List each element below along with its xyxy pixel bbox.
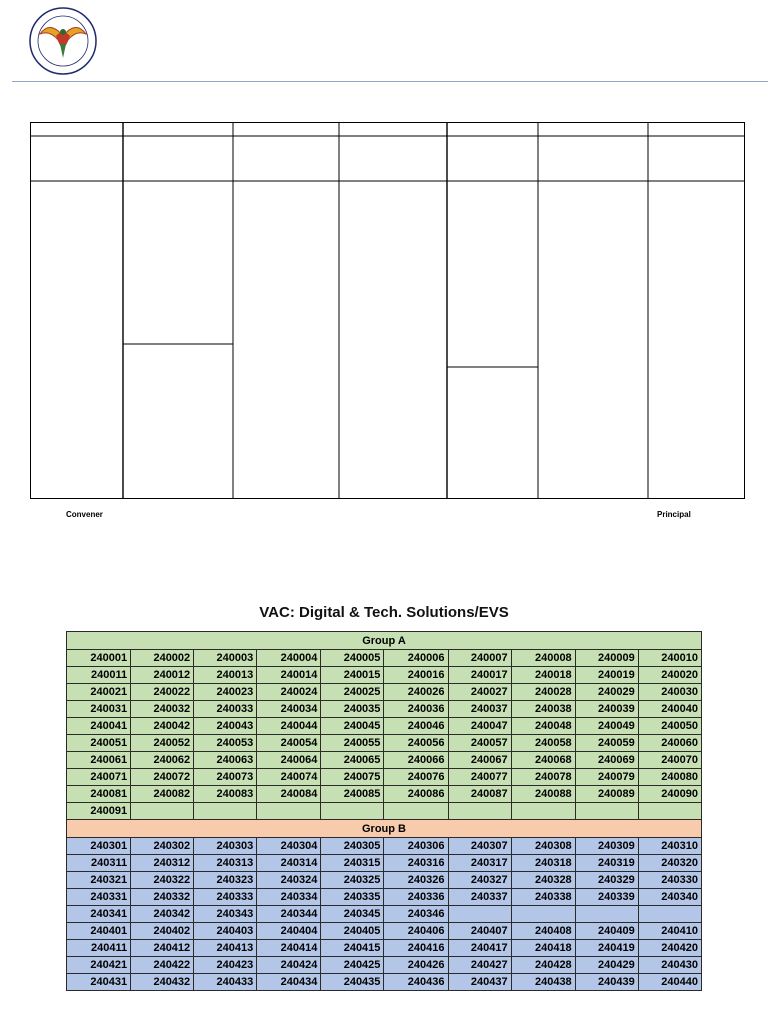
roll-number-cell: 240071 [67,769,131,786]
roll-number-cell: 240011 [67,667,131,684]
roll-number-cell: 240403 [194,923,257,940]
roll-number-cell: 240438 [511,974,575,991]
roll-number-cell: 240331 [67,889,131,906]
roll-number-cell: 240425 [321,957,384,974]
roll-number-cell: 240085 [321,786,384,803]
table-row [67,650,702,667]
roll-number-cell: 240089 [575,786,638,803]
roll-number-cell: 240046 [384,718,448,735]
table-row [67,752,702,769]
roll-number-cell: 240335 [321,889,384,906]
roll-number-cell: 240313 [194,855,257,872]
roll-number-cell: 240428 [511,957,575,974]
roll-number-cell: 240002 [131,650,194,667]
principal-label: Principal [657,510,691,519]
roll-number-cell: 240342 [131,906,194,923]
roll-number-cell: 240413 [194,940,257,957]
roll-number-cell: 240079 [575,769,638,786]
roll-number-cell: 240062 [131,752,194,769]
roll-number-cell: 240040 [638,701,701,718]
roll-number-cell: 240022 [131,684,194,701]
roll-number-cell: 240087 [448,786,511,803]
roll-number-cell: 240435 [321,974,384,991]
roll-number-cell: 240319 [575,855,638,872]
roll-number-cell: 240056 [384,735,448,752]
roll-number-cell: 240437 [448,974,511,991]
table-row [67,838,702,855]
roll-number-cell: 240410 [638,923,701,940]
roll-number-cell: 240321 [67,872,131,889]
roll-number-cell: 240012 [131,667,194,684]
roll-number-cell: 240431 [67,974,131,991]
roll-number-cell: 240014 [257,667,321,684]
roll-number-cell: 240332 [131,889,194,906]
roll-number-cell: 240325 [321,872,384,889]
roll-number-cell [638,906,701,923]
roll-number-cell [321,803,384,820]
roll-number-cell: 240341 [67,906,131,923]
roll-number-cell [384,803,448,820]
table-row [67,906,702,923]
table-row [67,940,702,957]
roll-number-cell: 240055 [321,735,384,752]
roll-number-cell: 240091 [67,803,131,820]
roll-number-cell: 240415 [321,940,384,957]
roll-number-cell [511,906,575,923]
roll-number-cell: 240328 [511,872,575,889]
roll-number-cell [194,803,257,820]
roll-number-cell: 240304 [257,838,321,855]
roll-number-cell: 240312 [131,855,194,872]
roll-number-cell: 240421 [67,957,131,974]
college-emblem-icon [28,6,98,76]
table-row [67,786,702,803]
roll-number-cell: 240058 [511,735,575,752]
roll-number-cell: 240409 [575,923,638,940]
roll-number-cell: 240405 [321,923,384,940]
roll-number-cell: 240346 [384,906,448,923]
roll-number-cell [511,803,575,820]
roll-number-cell: 240032 [131,701,194,718]
roll-number-cell: 240066 [384,752,448,769]
roll-number-cell: 240078 [511,769,575,786]
roll-number-cell: 240045 [321,718,384,735]
roll-number-cell: 240050 [638,718,701,735]
roll-number-cell: 240083 [194,786,257,803]
roll-number-cell: 240423 [194,957,257,974]
roll-number-cell: 240080 [638,769,701,786]
roll-number-cell: 240427 [448,957,511,974]
roll-number-cell: 240041 [67,718,131,735]
roll-number-cell: 240037 [448,701,511,718]
roll-number-cell: 240072 [131,769,194,786]
roll-number-cell: 240303 [194,838,257,855]
roll-number-cell: 240009 [575,650,638,667]
roll-number-cell: 240027 [448,684,511,701]
roll-number-cell: 240008 [511,650,575,667]
roll-number-cell: 240023 [194,684,257,701]
roll-number-cell: 240069 [575,752,638,769]
roll-number-cell: 240077 [448,769,511,786]
roll-number-cell: 240060 [638,735,701,752]
table-row [67,974,702,991]
roll-number-cell: 240047 [448,718,511,735]
roll-number-cell: 240051 [67,735,131,752]
roll-number-table [66,631,702,991]
group-b-header-row [67,820,702,838]
roll-number-cell: 240414 [257,940,321,957]
roll-number-cell [448,803,511,820]
roll-number-cell: 240436 [384,974,448,991]
roll-number-cell: 240432 [131,974,194,991]
roll-number-cell: 240418 [511,940,575,957]
roll-number-cell: 240305 [321,838,384,855]
roll-number-cell: 240035 [321,701,384,718]
roll-number-cell [575,906,638,923]
roll-number-cell: 240316 [384,855,448,872]
table-row [67,872,702,889]
roll-number-cell: 240323 [194,872,257,889]
header-rule [12,81,768,82]
roll-number-cell: 240070 [638,752,701,769]
roll-number-cell: 240064 [257,752,321,769]
roll-number-cell: 240020 [638,667,701,684]
roll-number-cell: 240424 [257,957,321,974]
roll-number-cell: 240006 [384,650,448,667]
roll-number-cell: 240439 [575,974,638,991]
roll-number-cell: 240340 [638,889,701,906]
roll-number-cell [131,803,194,820]
roll-number-cell: 240426 [384,957,448,974]
roll-number-cell: 240034 [257,701,321,718]
roll-number-cell: 240411 [67,940,131,957]
roll-number-cell: 240334 [257,889,321,906]
blank-timetable-grid [30,122,745,499]
roll-number-cell: 240010 [638,650,701,667]
roll-number-cell: 240036 [384,701,448,718]
roll-number-cell: 240065 [321,752,384,769]
roll-number-cell: 240302 [131,838,194,855]
roll-number-cell: 240339 [575,889,638,906]
roll-number-cell: 240308 [511,838,575,855]
roll-number-cell: 240086 [384,786,448,803]
roll-number-body [67,632,702,991]
table-row [67,923,702,940]
roll-number-cell: 240073 [194,769,257,786]
roll-number-cell: 240024 [257,684,321,701]
roll-number-cell: 240018 [511,667,575,684]
roll-number-cell: 240053 [194,735,257,752]
roll-number-cell: 240076 [384,769,448,786]
table-row [67,957,702,974]
roll-number-cell [448,906,511,923]
roll-number-cell: 240013 [194,667,257,684]
roll-number-cell: 240039 [575,701,638,718]
roll-number-cell: 240430 [638,957,701,974]
roll-number-cell: 240088 [511,786,575,803]
roll-number-cell: 240038 [511,701,575,718]
roll-number-cell: 240306 [384,838,448,855]
roll-number-cell: 240343 [194,906,257,923]
roll-number-cell: 240301 [67,838,131,855]
roll-number-cell: 240019 [575,667,638,684]
group-label: Group B [67,820,702,838]
roll-number-cell: 240082 [131,786,194,803]
table-row [67,889,702,906]
table-row [67,803,702,820]
roll-number-cell: 240338 [511,889,575,906]
roll-number-cell: 240433 [194,974,257,991]
roll-number-cell: 240005 [321,650,384,667]
table-row [67,855,702,872]
vac-title: VAC: Digital & Tech. Solutions/EVS [259,604,509,621]
roll-number-cell: 240090 [638,786,701,803]
roll-number-cell: 240419 [575,940,638,957]
roll-number-cell: 240001 [67,650,131,667]
roll-number-cell: 240025 [321,684,384,701]
roll-number-cell: 240314 [257,855,321,872]
roll-number-cell: 240048 [511,718,575,735]
roll-number-cell: 240404 [257,923,321,940]
roll-number-cell: 240028 [511,684,575,701]
roll-number-cell: 240434 [257,974,321,991]
roll-number-cell: 240067 [448,752,511,769]
roll-number-cell: 240057 [448,735,511,752]
roll-number-cell: 240420 [638,940,701,957]
roll-number-cell: 240330 [638,872,701,889]
roll-number-cell: 240016 [384,667,448,684]
roll-number-cell: 240422 [131,957,194,974]
roll-number-cell: 240052 [131,735,194,752]
roll-number-cell: 240345 [321,906,384,923]
table-row [67,718,702,735]
roll-number-cell: 240322 [131,872,194,889]
roll-number-cell: 240401 [67,923,131,940]
roll-number-cell: 240015 [321,667,384,684]
roll-number-cell: 240054 [257,735,321,752]
roll-number-cell: 240030 [638,684,701,701]
roll-number-cell: 240307 [448,838,511,855]
roll-number-cell: 240311 [67,855,131,872]
roll-number-cell: 240336 [384,889,448,906]
roll-number-cell: 240033 [194,701,257,718]
convener-label: Convener [66,510,103,519]
roll-number-cell: 240061 [67,752,131,769]
roll-number-cell: 240075 [321,769,384,786]
roll-number-cell: 240333 [194,889,257,906]
table-row [67,684,702,701]
roll-number-cell: 240317 [448,855,511,872]
roll-number-cell: 240068 [511,752,575,769]
roll-number-cell: 240021 [67,684,131,701]
roll-number-cell: 240402 [131,923,194,940]
roll-number-cell: 240026 [384,684,448,701]
roll-number-cell: 240004 [257,650,321,667]
roll-number-cell [257,803,321,820]
table-row [67,667,702,684]
roll-number-cell: 240043 [194,718,257,735]
roll-number-cell: 240326 [384,872,448,889]
roll-number-cell: 240084 [257,786,321,803]
roll-number-cell: 240318 [511,855,575,872]
group-a-header-row [67,632,702,650]
roll-number-cell: 240327 [448,872,511,889]
roll-number-cell: 240315 [321,855,384,872]
roll-number-cell: 240081 [67,786,131,803]
roll-number-cell: 240417 [448,940,511,957]
roll-number-cell: 240408 [511,923,575,940]
roll-number-cell: 240309 [575,838,638,855]
roll-number-cell: 240324 [257,872,321,889]
table-row [67,735,702,752]
roll-number-cell: 240063 [194,752,257,769]
roll-number-cell: 240407 [448,923,511,940]
roll-number-cell [575,803,638,820]
group-label: Group A [67,632,702,650]
roll-number-cell: 240049 [575,718,638,735]
roll-number-cell: 240440 [638,974,701,991]
roll-number-cell: 240007 [448,650,511,667]
roll-number-cell: 240044 [257,718,321,735]
roll-number-cell: 240074 [257,769,321,786]
roll-number-cell: 240337 [448,889,511,906]
table-row [67,701,702,718]
roll-number-cell: 240029 [575,684,638,701]
roll-number-cell: 240003 [194,650,257,667]
roll-number-cell: 240412 [131,940,194,957]
roll-number-cell: 240042 [131,718,194,735]
roll-number-cell: 240031 [67,701,131,718]
roll-number-cell: 240429 [575,957,638,974]
roll-number-cell: 240320 [638,855,701,872]
roll-number-cell: 240017 [448,667,511,684]
roll-number-cell [638,803,701,820]
roll-number-cell: 240059 [575,735,638,752]
roll-number-cell: 240344 [257,906,321,923]
roll-number-cell: 240310 [638,838,701,855]
roll-number-cell: 240416 [384,940,448,957]
roll-number-cell: 240406 [384,923,448,940]
roll-number-cell: 240329 [575,872,638,889]
table-row [67,769,702,786]
